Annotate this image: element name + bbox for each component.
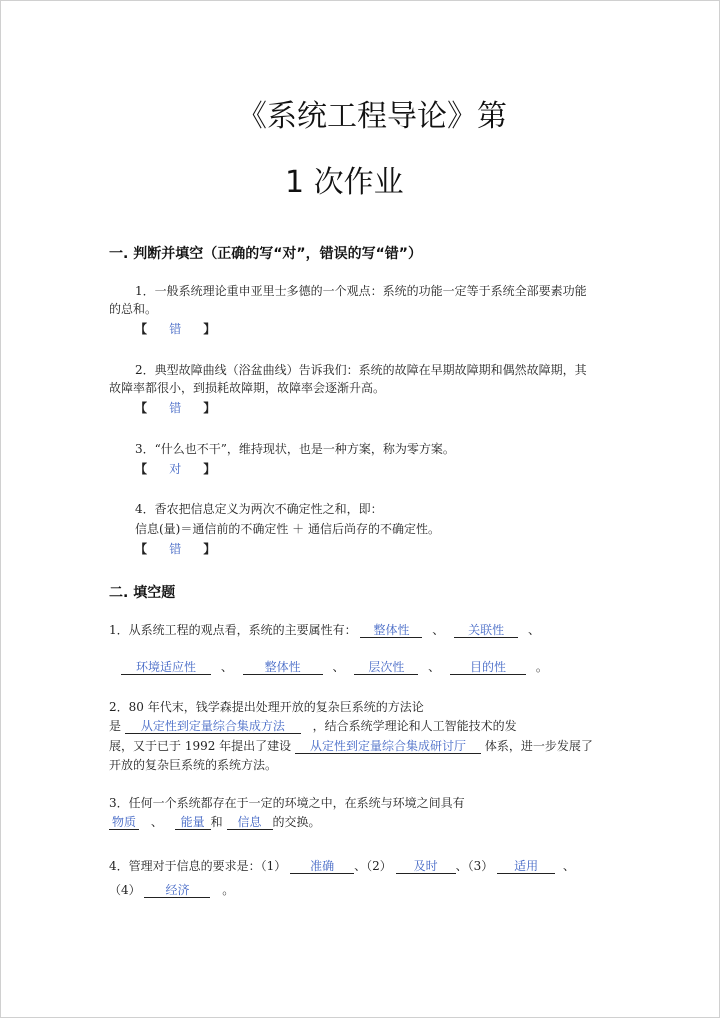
s2-q4-blank-2: 及时: [396, 859, 456, 874]
s1-q1-line2: 的总和。: [109, 302, 158, 316]
s2-q4-prefix: 4．管理对于信息的要求是：（1）: [109, 859, 287, 873]
s1-q4-line2: 信息(量)＝通信前的不确定性 ＋ 通信后尚存的不确定性。: [135, 522, 440, 536]
s2-q3-blank-3: 信息: [227, 815, 273, 830]
s2-q2-line2: [109, 717, 517, 734]
s2-q3-blank-2: 能量: [175, 815, 211, 830]
separator: 、: [354, 859, 367, 873]
separator: 、: [150, 815, 163, 829]
s1-q1-answer: 错: [169, 322, 182, 336]
bracket-close: 】: [203, 462, 216, 476]
s1-q2-line1: 2．典型故障曲线（浴盆曲线）告诉我们：系统的故障在早期故障期和偶然故障期，其: [135, 363, 587, 377]
s2-q3-blank-1: 物质: [109, 815, 139, 830]
s2-q1-blank-1: 整体性: [360, 623, 422, 638]
title-line-2: 1 次作业: [285, 165, 404, 200]
s2-q4-blank-1: 准确: [290, 859, 354, 874]
s2-q1-blank-4: 整体性: [243, 660, 323, 675]
bracket-open: 【: [135, 401, 148, 415]
s2-q2-blank-1: 从定性到定量综合集成方法: [125, 719, 301, 734]
separator: 、: [220, 660, 233, 674]
s1-q3-line1: 3．“什么也不干”，维持现状，也是一种方案，称为零方案。: [135, 442, 455, 456]
s1-q2-line2: 故障率都很小，到损耗故障期，故障率会逐渐升高。: [109, 381, 386, 395]
s2-q2-line4: 开放的复杂巨系统的系统方法。: [109, 758, 278, 772]
s1-q3-answer: 对: [169, 462, 182, 476]
s2-q1-line1: [109, 621, 546, 638]
s2-q1-prefix: 1．从系统工程的观点看，系统的主要属性有：: [109, 623, 357, 637]
separator: 、: [428, 660, 441, 674]
s1-q1-answer-bracket: [135, 320, 215, 337]
bracket-open: 【: [135, 542, 148, 556]
bracket-open: 【: [135, 462, 148, 476]
section-1-heading: 一. 判断并填空（正确的写“对”，错误的写“错”）: [109, 246, 422, 262]
s2-q1-line2: [121, 658, 548, 675]
s2-q1-blank-3: 环境适应性: [121, 660, 211, 675]
s2-q4-line1: [109, 857, 575, 874]
s2-q3-line2: [109, 813, 321, 830]
s1-q3-answer-bracket: [135, 460, 215, 477]
s2-q4-blank-3: 适用: [497, 859, 555, 874]
separator: 、: [455, 859, 468, 873]
s2-q2-line3-suffix: 体系，进一步发展了: [484, 739, 593, 753]
separator: 、: [562, 859, 575, 873]
s2-q2-prefix: 是: [109, 719, 122, 733]
s2-q3-line1: 3．任何一个系统都存在于一定的环境之中，在系统与环境之间具有: [109, 796, 465, 810]
bracket-close: 】: [203, 542, 216, 556]
s2-q1-blank-2: 关联性: [454, 623, 518, 638]
s1-q2-answer: 错: [169, 401, 182, 415]
s2-q2-line3: [109, 737, 593, 754]
end-mark: 。: [222, 883, 235, 897]
s2-q2-line3-prefix: 展，又于已于 1992 年提出了建设: [109, 739, 292, 753]
s1-q4-line1: 4．香农把信息定义为两次不确定性之和，即：: [135, 502, 383, 516]
s2-q4-num-3: （3）: [467, 859, 494, 873]
s2-q1-blank-5: 层次性: [354, 660, 418, 675]
bracket-open: 【: [135, 322, 148, 336]
s2-q1-blank-6: 目的性: [450, 660, 526, 675]
separator: 、: [332, 660, 345, 674]
s2-q3-and: 和: [210, 815, 223, 829]
s2-q3-suffix: 的交换。: [272, 815, 321, 829]
title-line-1: 《系统工程导论》第: [237, 99, 507, 134]
s2-q2-suffix: ，结合系统学理论和人工智能技术的发: [312, 719, 517, 733]
s2-q4-line2: [109, 881, 234, 898]
bracket-close: 】: [203, 322, 216, 336]
s2-q4-num-4: （4）: [109, 883, 141, 897]
s1-q1-line1: 1．一般系统理论重申亚里士多德的一个观点：系统的功能一定等于系统全部要素功能: [135, 284, 587, 298]
separator: 、: [527, 623, 540, 637]
s1-q4-answer: 错: [169, 542, 182, 556]
section-2-heading: 二. 填空题: [109, 585, 176, 601]
bracket-close: 】: [203, 401, 216, 415]
s1-q2-answer-bracket: [135, 399, 215, 416]
s2-q2-blank-2: 从定性到定量综合集成研讨厅: [295, 739, 481, 754]
separator: 、: [432, 623, 445, 637]
s2-q2-line1: 2．80 年代末，钱学森提出处理开放的复杂巨系统的方法论: [109, 700, 424, 714]
end-mark: 。: [535, 660, 548, 674]
s2-q4-num-2: （2）: [366, 859, 392, 873]
s2-q4-blank-4: 经济: [144, 883, 210, 898]
s1-q4-answer-bracket: [135, 540, 215, 557]
